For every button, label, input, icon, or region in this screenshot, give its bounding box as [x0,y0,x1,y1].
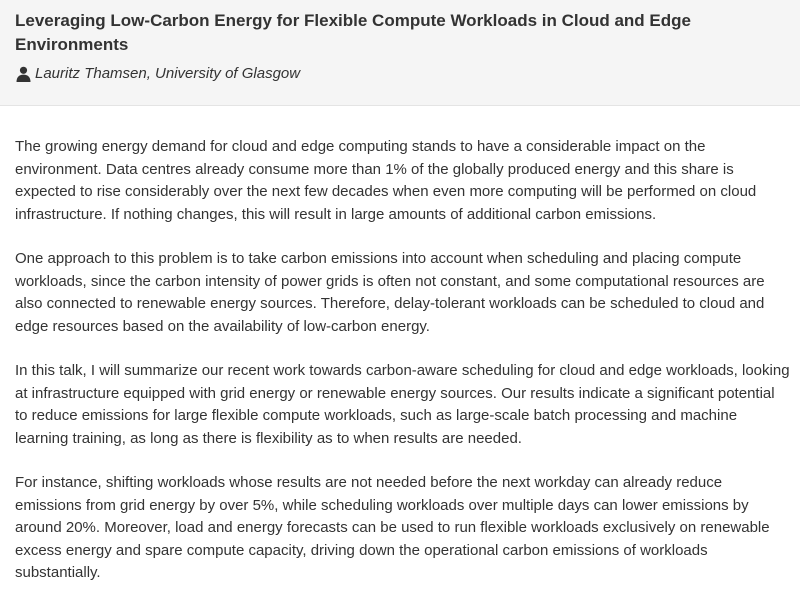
talk-title: Leveraging Low-Carbon Energy for Flexible Compute Workloads in Cloud and Edge Environments [15,11,691,54]
talk-abstract [15,136,790,593]
author-name: Lauritz Thamsen, University of Glasgow [35,65,301,82]
abstract-paragraph: The growing energy demand for cloud and edge computing stands to have a considerable impact on the environment. Data centres already consume more than 1% of the globally produced energy and this share is expected to rise considerably over the next few decades when even more computing will be performed on cloud infrastructure. If nothing changes, this will result in large amounts of additional carbon emissions. [15,138,757,223]
user-icon [16,66,31,82]
talk-header [0,0,800,106]
abstract-paragraph: One approach to this problem is to take carbon emissions into account when scheduling and placing compute workloads, since the carbon intensity of power grids is often not constant, and some computational resources are also connected to renewable energy sources. Therefore, delay-tolerant workloads can be scheduled to cloud and edge resources based on the availability of low-carbon energy. [15,250,765,335]
abstract-paragraph: In this talk, I will summarize our recent work towards carbon-aware scheduling for cloud and edge workloads, looking at infrastructure equipped with grid energy or renewable energy sources. Our results indicate a significant potential to reduce emissions for large flexible compute workloads, such as large-scale batch processing and machine learning training, as long as there is flexibility as to when results are needed. [15,362,790,447]
abstract-paragraph: For instance, shifting workloads whose results are not needed before the next workday can already reduce emissions from grid energy by over 5%, while scheduling workloads over multiple days can lower emissions by around 20%. Moreover, load and energy forecasts can be used to run flexible workloads exclusively on renewable excess energy and spare compute capacity, driving down the operational carbon emissions of workloads substantially. [15,474,770,581]
author-line [16,64,300,84]
